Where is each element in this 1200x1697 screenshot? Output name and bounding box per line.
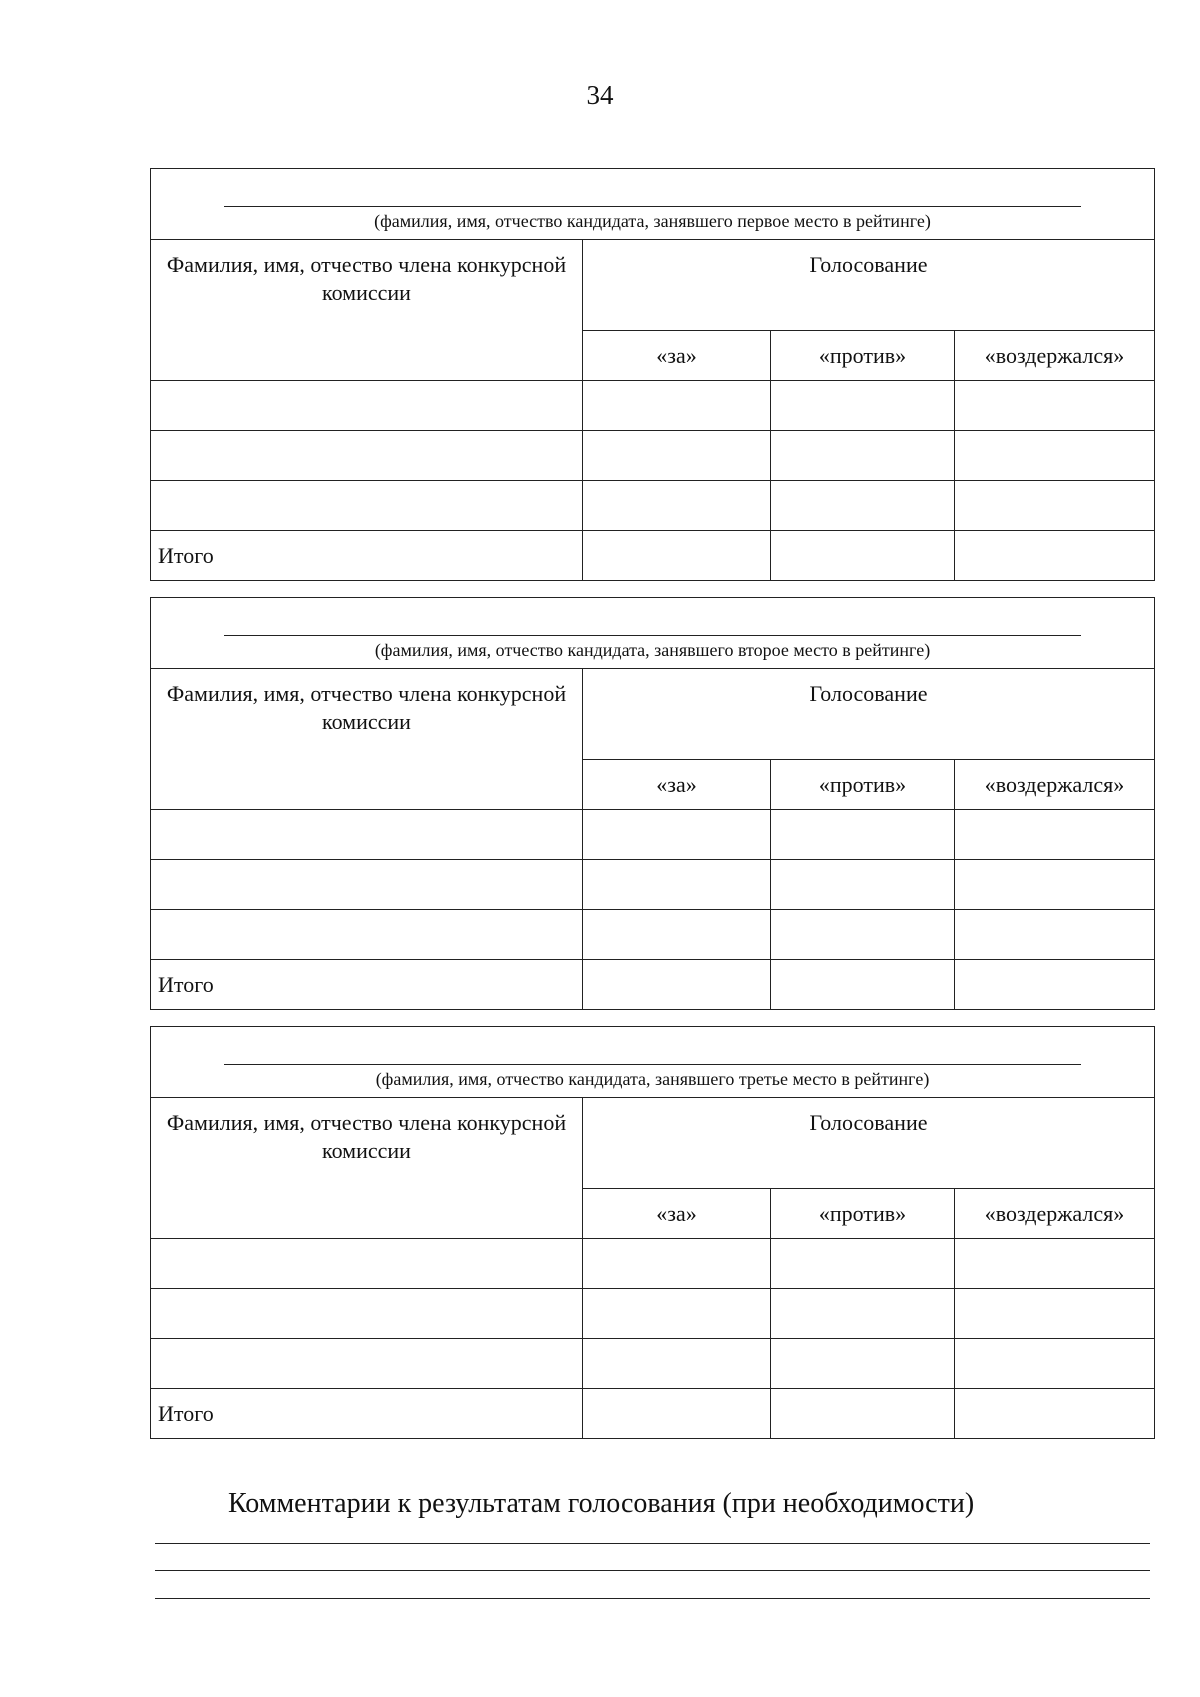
member-header: Фамилия, имя, отчество члена конкурсной комиссии [151, 240, 583, 381]
total-abstained-cell[interactable] [955, 960, 1155, 1010]
against-cell[interactable] [771, 381, 955, 431]
vote-table-first-place [150, 168, 1155, 581]
member-name-cell[interactable] [151, 910, 583, 960]
for-cell[interactable] [583, 810, 771, 860]
for-cell[interactable] [583, 910, 771, 960]
candidate-name-line[interactable] [224, 635, 1081, 636]
abstained-cell[interactable] [955, 860, 1155, 910]
comments-title: Комментарии к результатам голосования (при необходимости) [228, 1488, 975, 1519]
comment-line[interactable] [155, 1543, 1150, 1544]
candidate-caption-cell [151, 169, 1155, 240]
for-cell[interactable] [583, 1289, 771, 1339]
table-row [151, 810, 1155, 860]
total-label: Итого [151, 531, 583, 581]
against-cell[interactable] [771, 810, 955, 860]
column-for: «за» [583, 331, 771, 381]
vote-table-second-place [150, 597, 1155, 1010]
for-cell[interactable] [583, 381, 771, 431]
table-row [151, 910, 1155, 960]
abstained-cell[interactable] [955, 381, 1155, 431]
abstained-cell[interactable] [955, 1239, 1155, 1289]
member-name-cell[interactable] [151, 431, 583, 481]
candidate-caption: (фамилия, имя, отчество кандидата, занявшего второе место в рейтинге) [374, 640, 931, 660]
member-name-cell[interactable] [151, 1289, 583, 1339]
total-for-cell[interactable] [583, 960, 771, 1010]
column-abstained: «воздержался» [955, 760, 1155, 810]
total-for-cell[interactable] [583, 1389, 771, 1439]
abstained-cell[interactable] [955, 1339, 1155, 1389]
member-name-cell[interactable] [151, 381, 583, 431]
against-cell[interactable] [771, 1339, 955, 1389]
candidate-caption: (фамилия, имя, отчество кандидата, занявшего третье место в рейтинге) [375, 1069, 930, 1089]
voting-header: Голосование [583, 1098, 1155, 1189]
comment-line[interactable] [155, 1570, 1150, 1571]
against-cell[interactable] [771, 910, 955, 960]
voting-header: Голосование [583, 240, 1155, 331]
table-row [151, 431, 1155, 481]
against-cell[interactable] [771, 481, 955, 531]
column-against: «против» [771, 760, 955, 810]
member-header: Фамилия, имя, отчество члена конкурсной комиссии [151, 1098, 583, 1239]
member-name-cell[interactable] [151, 1239, 583, 1289]
for-cell[interactable] [583, 860, 771, 910]
total-row [151, 960, 1155, 1010]
column-for: «за» [583, 760, 771, 810]
for-cell[interactable] [583, 1339, 771, 1389]
for-cell[interactable] [583, 1239, 771, 1289]
table-row [151, 1289, 1155, 1339]
table-row [151, 481, 1155, 531]
total-against-cell[interactable] [771, 960, 955, 1010]
total-against-cell[interactable] [771, 1389, 955, 1439]
member-name-cell[interactable] [151, 481, 583, 531]
candidate-caption-cell [151, 1027, 1155, 1098]
table-row [151, 860, 1155, 910]
column-against: «против» [771, 331, 955, 381]
vote-table-third-place [150, 1026, 1155, 1439]
total-label: Итого [151, 960, 583, 1010]
table-row [151, 381, 1155, 431]
abstained-cell[interactable] [955, 481, 1155, 531]
abstained-cell[interactable] [955, 810, 1155, 860]
candidate-name-line[interactable] [224, 206, 1081, 207]
total-abstained-cell[interactable] [955, 1389, 1155, 1439]
total-row [151, 1389, 1155, 1439]
column-for: «за» [583, 1189, 771, 1239]
candidate-caption: (фамилия, имя, отчество кандидата, занявшего первое место в рейтинге) [374, 211, 931, 231]
for-cell[interactable] [583, 431, 771, 481]
comment-line[interactable] [155, 1598, 1150, 1599]
table-row [151, 1339, 1155, 1389]
against-cell[interactable] [771, 860, 955, 910]
candidate-caption-cell [151, 598, 1155, 669]
page-number: 34 [586, 80, 614, 110]
member-name-cell[interactable] [151, 810, 583, 860]
column-abstained: «воздержался» [955, 331, 1155, 381]
member-header: Фамилия, имя, отчество члена конкурсной комиссии [151, 669, 583, 810]
candidate-name-line[interactable] [224, 1064, 1081, 1065]
abstained-cell[interactable] [955, 431, 1155, 481]
total-against-cell[interactable] [771, 531, 955, 581]
voting-header: Голосование [583, 669, 1155, 760]
table-row [151, 1239, 1155, 1289]
column-abstained: «воздержался» [955, 1189, 1155, 1239]
total-for-cell[interactable] [583, 531, 771, 581]
against-cell[interactable] [771, 1289, 955, 1339]
abstained-cell[interactable] [955, 1289, 1155, 1339]
against-cell[interactable] [771, 431, 955, 481]
against-cell[interactable] [771, 1239, 955, 1289]
column-against: «против» [771, 1189, 955, 1239]
for-cell[interactable] [583, 481, 771, 531]
member-name-cell[interactable] [151, 1339, 583, 1389]
member-name-cell[interactable] [151, 860, 583, 910]
total-abstained-cell[interactable] [955, 531, 1155, 581]
abstained-cell[interactable] [955, 910, 1155, 960]
total-label: Итого [151, 1389, 583, 1439]
total-row [151, 531, 1155, 581]
